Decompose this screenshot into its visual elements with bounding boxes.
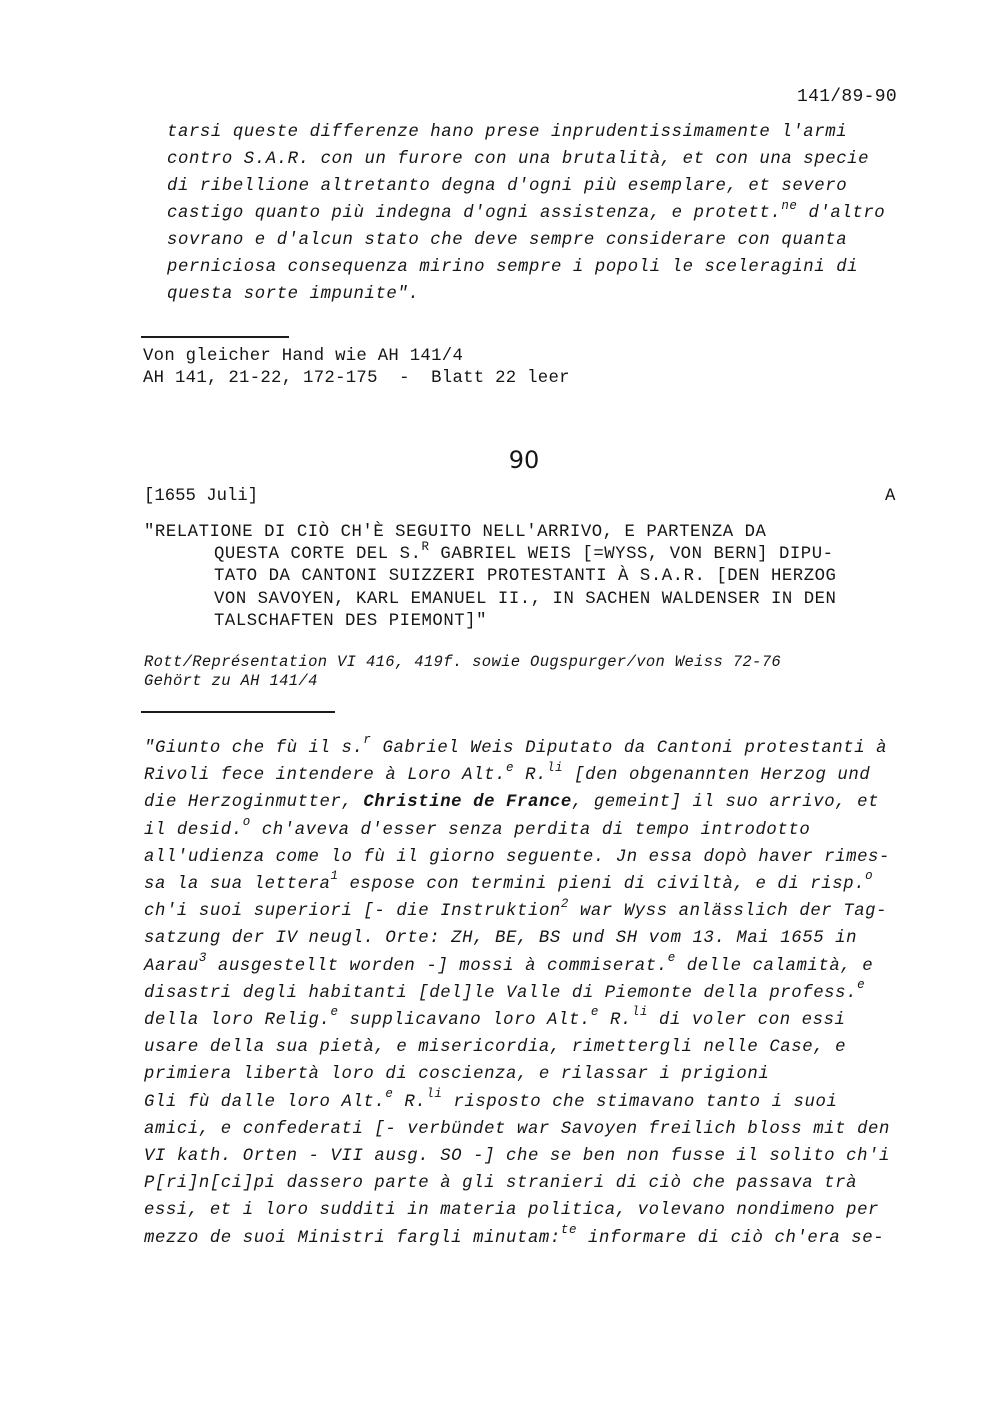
text-line	[144, 760, 871, 786]
text-run: Gabriel Weis Diputato da Cantoni protestanti à	[371, 739, 888, 758]
superscript: ne	[781, 198, 798, 213]
text-line	[144, 1086, 838, 1112]
superscript: 2	[560, 896, 569, 911]
note-line: AH 141, 21-22, 172-175 - Blatt 22 leer	[143, 369, 570, 388]
text-run: QUESTA CORTE DEL S.	[214, 545, 422, 565]
text-run: mezzo de suoi Ministri fargli minutam:	[144, 1228, 561, 1248]
superscript: e	[857, 978, 866, 993]
text-run: R.	[598, 1011, 632, 1030]
text-run: ch'aveva d'esser senza perdita di tempo introdotto	[250, 820, 811, 840]
text-run: della loro Relig.	[144, 1011, 331, 1030]
text-run: sa la sua lettera	[144, 875, 331, 894]
superscript: e	[590, 1005, 599, 1020]
text-run: d'altro	[797, 204, 886, 224]
text-line: all'udienza come lo fù il giorno seguente. Jn essa dopò haver rimes-	[144, 847, 890, 867]
footnote-rule-1	[141, 336, 289, 338]
text-line: usare della sua pietà, e misericordia, rimettergli nelle Case, e	[144, 1038, 847, 1058]
superscript: r	[363, 733, 372, 748]
page-reference: 141/89-90	[797, 87, 897, 107]
text-line: tarsi queste differenze hano prese inprudentissimamente l'armi	[167, 123, 848, 142]
superscript: e	[667, 950, 676, 965]
text-run: "Giunto che fù il s.	[144, 739, 364, 758]
superscript: li	[547, 760, 564, 775]
title-line	[214, 539, 834, 565]
text-line	[144, 1222, 885, 1248]
superscript: te	[560, 1222, 578, 1237]
text-line	[167, 198, 886, 224]
text-run: die Herzoginmutter,	[144, 793, 364, 813]
text-line	[144, 896, 888, 922]
text-line: amici, e confederati [- verbündet war Savoyen freilich bloss mit den	[144, 1119, 890, 1139]
text-run: ausgestellt worden -] mossi à commiserat.	[206, 956, 668, 976]
version-code: A	[885, 487, 896, 506]
text-run: Gli fù dalle loro Alt.	[144, 1092, 386, 1112]
text-line	[144, 869, 874, 894]
text-run: castigo quanto più indegna d'ogni assistenza, e protett.	[167, 204, 782, 224]
text-line	[144, 978, 866, 1003]
text-line	[144, 1005, 846, 1030]
superscript: li	[426, 1086, 443, 1101]
superscript: 1	[330, 869, 339, 884]
title-line: TALSCHAFTEN DES PIEMONT]"	[214, 611, 488, 631]
text-line: primiera libertà loro di coscienza, e rilassar i prigioni	[144, 1065, 770, 1085]
text-line	[144, 814, 811, 840]
superscript: o	[242, 814, 251, 829]
text-run: , gemeint] il suo arrivo, et	[571, 793, 880, 813]
source-line: Rott/Représentation VI 416, 419f. sowie Ougspurger/von Weiss 72-76	[144, 653, 781, 671]
text-line: VI kath. Orten - VII ausg. SO -] che se ben non fusse il solito ch'i	[144, 1147, 890, 1166]
text-line: essi, et i loro sudditi in materia politica, volevano nondimeno per	[144, 1201, 880, 1221]
text-run: di voler con essi	[648, 1011, 846, 1030]
text-run: espose con termini pieni di civiltà, e di risp.	[338, 875, 866, 894]
text-run: Rivoli fece intendere à Loro Alt.	[144, 766, 507, 786]
text-run: supplicavano loro Alt.	[338, 1011, 591, 1030]
title-line: VON SAVOYEN, KARL EMANUEL II., IN SACHEN WALDENSER IN DEN	[214, 589, 837, 609]
text-run: Aarau	[144, 956, 199, 976]
text-run: delle calamità, e	[675, 956, 874, 976]
text-run: disastri degli habitanti [del]le Valle di Piemonte della profess.	[144, 983, 858, 1003]
title-line: TATO DA CANTONI SUIZZERI PROTESTANTI À S.A.R. [DEN HERZOG	[214, 567, 837, 587]
text-run: [den obgenannten Herzog und	[563, 766, 871, 786]
text-line: questa sorte impunite".	[167, 285, 420, 305]
text-line: sovrano e d'alcun stato che deve sempre considerare con quanta	[167, 231, 848, 251]
superscript: R	[421, 539, 430, 554]
text-run: ch'i suoi superiori [- die Instruktion	[144, 902, 561, 922]
text-line	[144, 793, 879, 812]
text-line: P[ri]n[ci]pi dassero parte à gli stranieri di ciò che passava trà	[144, 1174, 858, 1194]
superscript: li	[631, 1005, 649, 1020]
text-line: satzung der IV neugl. Orte: ZH, BE, BS und SH vom 13. Mai 1655 in	[144, 929, 858, 949]
source-line: Gehört zu AH 141/4	[144, 672, 318, 690]
bold-name: Christine de France	[363, 793, 572, 813]
text-run: informare di ciò ch'era se-	[577, 1228, 885, 1248]
text-run: il desid.	[144, 820, 243, 840]
text-run: GABRIEL WEIS [=WYSS, VON BERN] DIPU-	[429, 545, 834, 565]
text-line: contro S.A.R. con un furore con una brutalità, et con una specie	[167, 150, 870, 170]
note-line: Von gleicher Hand wie AH 141/4	[143, 347, 464, 366]
document-date: [1655 Juli]	[144, 487, 259, 506]
document-number: 90	[508, 446, 540, 474]
footnote-rule-2	[141, 711, 335, 713]
title-line: "RELATIONE DI CIÒ CH'È SEGUITO NELL'ARRIVO, E PARTENZA DA	[144, 523, 767, 542]
superscript: e	[330, 1005, 339, 1020]
text-run: R.	[393, 1092, 427, 1112]
text-line: perniciosa consequenza mirino sempre i popoli le sceleragini di	[167, 258, 859, 278]
superscript: e	[506, 760, 515, 775]
superscript: o	[865, 869, 874, 884]
superscript: 3	[198, 950, 207, 965]
text-run: risposto che stimavano tanto i suoi	[442, 1092, 838, 1112]
text-line: di ribellione altretanto degna d'ogni più esemplare, et severo	[167, 177, 848, 197]
text-line	[144, 733, 888, 758]
text-run: R.	[514, 766, 548, 786]
text-line	[144, 950, 874, 976]
superscript: e	[385, 1086, 394, 1101]
text-run: war Wyss anlässlich der Tag-	[568, 902, 888, 922]
